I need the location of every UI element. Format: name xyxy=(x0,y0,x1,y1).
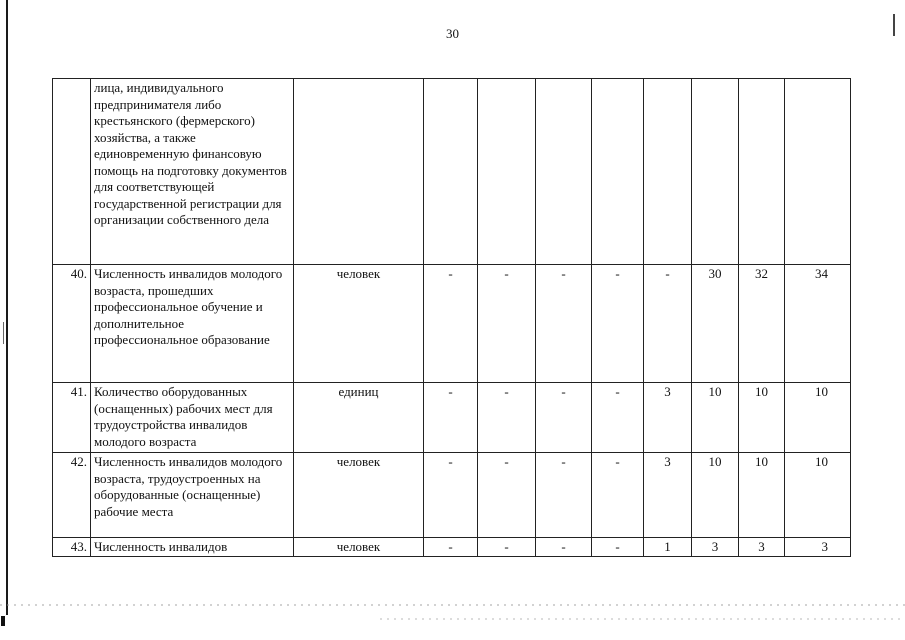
value-cell: 3 xyxy=(644,453,692,538)
value-cell: - xyxy=(592,383,644,453)
value-cell: 10 xyxy=(739,383,785,453)
indicators-table xyxy=(52,78,851,557)
value-cell: - xyxy=(536,538,592,557)
row-number xyxy=(53,79,91,265)
value-cell: - xyxy=(536,265,592,383)
value-cell xyxy=(692,79,739,265)
value-cell xyxy=(739,79,785,265)
unit-cell: человек xyxy=(294,453,424,538)
value-cell: 3 xyxy=(644,383,692,453)
unit-cell xyxy=(294,79,424,265)
value-cell: 10 xyxy=(692,383,739,453)
value-cell: - xyxy=(478,383,536,453)
scan-noise xyxy=(380,618,905,620)
value-cell: - xyxy=(478,453,536,538)
value-cell xyxy=(785,79,851,265)
indicator-name: Количество оборудованных (оснащенных) рабочих мест для трудоустройства инвалидов молодого возраста xyxy=(91,383,294,453)
table-row xyxy=(53,538,851,557)
value-cell xyxy=(424,79,478,265)
value-cell: - xyxy=(424,265,478,383)
indicator-name: Численность инвалидов xyxy=(91,538,294,557)
value-cell: - xyxy=(592,453,644,538)
row-number: 41. xyxy=(53,383,91,453)
value-cell: - xyxy=(424,453,478,538)
table-row xyxy=(53,453,851,538)
value-cell: 34 xyxy=(785,265,851,383)
value-cell: 3 xyxy=(785,538,851,557)
value-cell: - xyxy=(592,265,644,383)
value-cell xyxy=(478,79,536,265)
value-cell: - xyxy=(644,265,692,383)
indicator-name: Численность инвалидов молодого возраста, трудоустроенных на оборудованные (оснащенные) рабочие места xyxy=(91,453,294,538)
scan-mark xyxy=(1,616,5,626)
scan-mark xyxy=(3,322,4,344)
value-cell: 30 xyxy=(692,265,739,383)
value-cell: 10 xyxy=(739,453,785,538)
value-cell: - xyxy=(424,538,478,557)
table-row xyxy=(53,79,851,265)
value-cell: 32 xyxy=(739,265,785,383)
value-cell xyxy=(592,79,644,265)
value-cell: - xyxy=(478,265,536,383)
row-number: 42. xyxy=(53,453,91,538)
indicator-name: лица, индивидуального предпринимателя либо крестьянского (фермерского) хозяйства, а также единовременную финансовую помощь на подготовку документов для соответствующей государственной регистрации для организации собственного дела xyxy=(91,79,294,265)
value-cell: 10 xyxy=(785,453,851,538)
scan-noise xyxy=(0,604,905,606)
value-cell: - xyxy=(478,538,536,557)
value-cell: 10 xyxy=(785,383,851,453)
value-cell: - xyxy=(536,383,592,453)
page-number: 30 xyxy=(446,26,459,41)
indicator-name: Численность инвалидов молодого возраста, прошедших профессиональное обучение и дополнительное профессиональное образование xyxy=(91,265,294,383)
page-edge-line xyxy=(6,0,8,615)
value-cell xyxy=(644,79,692,265)
value-cell xyxy=(536,79,592,265)
unit-cell: единиц xyxy=(294,383,424,453)
unit-cell: человек xyxy=(294,538,424,557)
value-cell: - xyxy=(592,538,644,557)
row-number: 40. xyxy=(53,265,91,383)
value-cell: 1 xyxy=(644,538,692,557)
value-cell: 3 xyxy=(692,538,739,557)
value-cell: 10 xyxy=(692,453,739,538)
value-cell: - xyxy=(424,383,478,453)
value-cell: 3 xyxy=(739,538,785,557)
value-cell: - xyxy=(536,453,592,538)
table-row xyxy=(53,383,851,453)
row-number: 43. xyxy=(53,538,91,557)
table-row xyxy=(53,265,851,383)
unit-cell: человек xyxy=(294,265,424,383)
